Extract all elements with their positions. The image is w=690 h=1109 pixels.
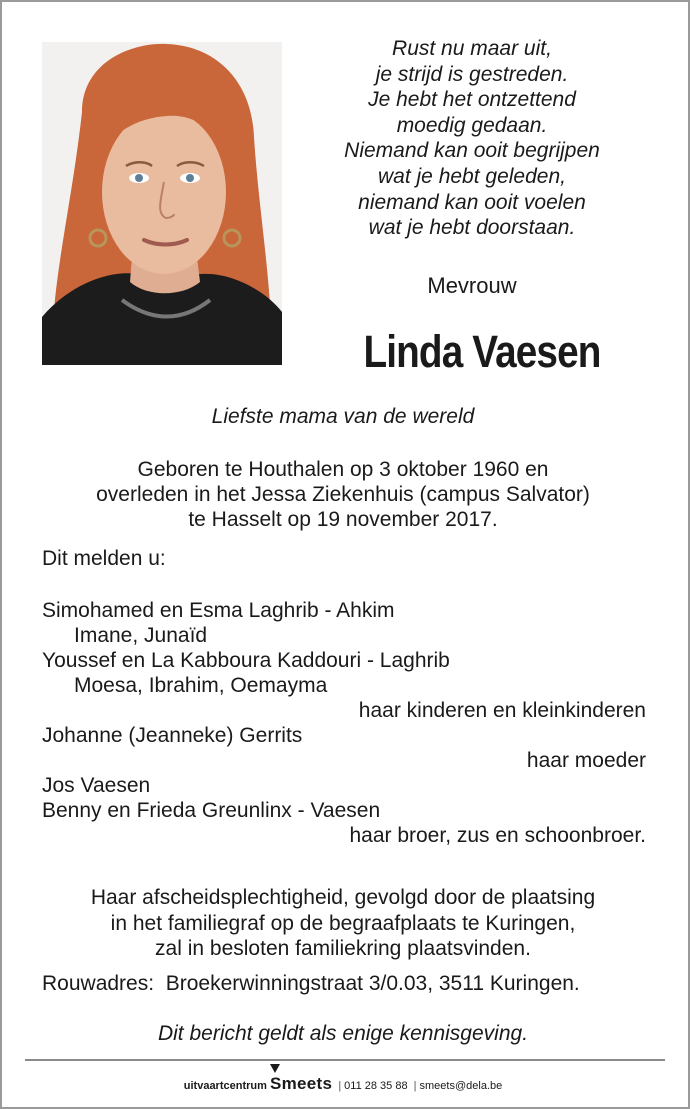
notice-text: Dit bericht geldt als enige kennisgeving. [157, 1022, 529, 1045]
family-children-1: Simohamed en Esma Laghrib - Ahkim [42, 599, 395, 622]
honorific-title: Mevrouw [427, 273, 517, 298]
ceremony-line: Haar afscheidsplechtigheid, gevolgd door de plaatsing [90, 886, 596, 909]
poem-line: Je hebt het ontzettend [368, 88, 576, 112]
footer-separator: | [338, 1080, 342, 1092]
family-grandchildren-1: Imane, Junaïd [74, 624, 208, 647]
ceremony-line: in het familiegraf op de begraafplaats te Kuringen, [110, 911, 576, 935]
ceremony-line: zal in besloten familiekring plaatsvinden. [155, 937, 531, 960]
ceremony-info [0, 885, 686, 962]
poem-line: wat je hebt doorstaan. [368, 216, 576, 240]
family-mother: Johanne (Jeanneke) Gerrits [42, 724, 303, 747]
portrait-photo [42, 42, 282, 365]
triangle-marker-icon [270, 1064, 280, 1073]
footer-prefix: uitvaartcentrum [183, 1080, 267, 1092]
relation-siblings: haar broer, zus en schoonbroer. [349, 824, 646, 847]
birth-line: te Hasselt op 19 november 2017. [188, 508, 498, 531]
announce-text: Dit melden u: [42, 547, 166, 570]
birth-death-info [0, 457, 686, 532]
footer-divider [25, 1059, 665, 1061]
birth-line: Geboren te Houthalen op 3 oktober 1960 en [137, 458, 549, 481]
footer-separator: | [413, 1080, 417, 1092]
tagline: Liefste mama van de wereld [211, 405, 475, 428]
poem-line: moedig gedaan. [396, 113, 548, 137]
poem-line: Rust nu maar uit, [392, 37, 552, 60]
birth-line: overleden in het Jessa Ziekenhuis (campus Salvator) [96, 483, 590, 506]
relation-children: haar kinderen en kleinkinderen [358, 699, 646, 722]
relation-mother: haar moeder [526, 749, 646, 772]
footer-phone: 011 28 35 88 [344, 1080, 408, 1092]
portrait-illustration [42, 42, 282, 365]
family-grandchildren-2: Moesa, Ibrahim, Oemayma [74, 674, 328, 697]
poem [312, 36, 632, 241]
poem-line: niemand kan ooit voelen [358, 190, 586, 214]
poem-line: wat je hebt geleden, [378, 164, 566, 188]
family-sibling-2: Benny en Frieda Greunlinx - Vaesen [42, 799, 381, 822]
poem-line: Niemand kan ooit begrijpen [344, 139, 600, 163]
poem-line: je strijd is gestreden. [375, 62, 569, 86]
family-children-2: Youssef en La Kabboura Kaddouri - Laghrib [42, 649, 450, 672]
family-sibling-1: Jos Vaesen [42, 774, 151, 797]
footer-email[interactable]: smeets@dela.be [419, 1080, 503, 1092]
funeral-home-footer [0, 1074, 686, 1094]
deceased-name: Linda Vaesen [363, 326, 601, 377]
footer-brand: Smeets [269, 1074, 333, 1093]
mourning-address: Rouwadres: Broekerwinningstraat 3/0.03, 3511 Kuringen. [42, 972, 580, 995]
